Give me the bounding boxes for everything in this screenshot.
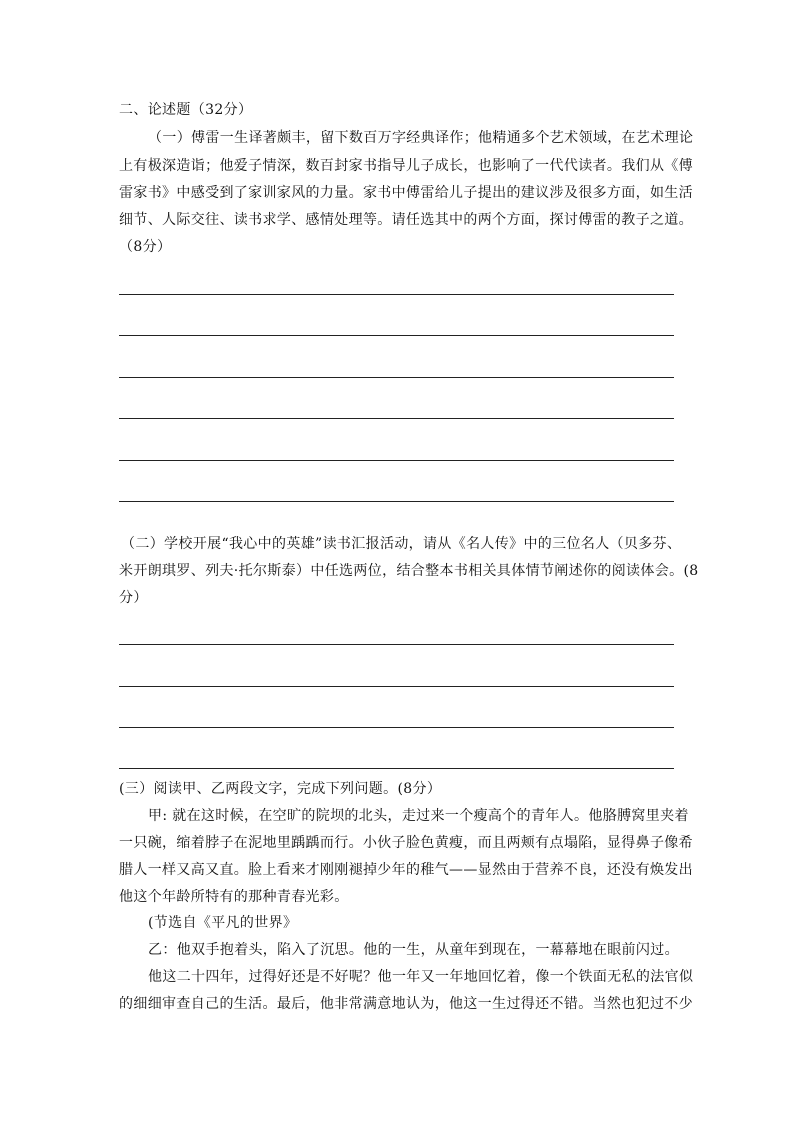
q2-line-1: （二）学校开展“我心中的英雄”读书汇报活动，请从《名人传》中的三位名人（贝多芬、 — [121, 536, 682, 552]
q2-line-2: 米开朗琪罗、列夫·托尔斯泰）中任选两位，结合整本书相关具体情节阐述你的阅读体会。(8 — [119, 563, 699, 579]
q1-line-5: （8分） — [119, 239, 172, 255]
q3-line-7: 乙：他双手抱着头，陷入了沉思。他的一生，从童年到现在，一幕幕地在眼前闪过。 — [148, 942, 679, 958]
q1-answer-line-5[interactable] — [119, 460, 674, 461]
q1-answer-line-1[interactable] — [119, 294, 674, 295]
q1-line-3: 雷家书》中感受到了家训家风的力量。家书中傅雷给儿子提出的建议涉及很多方面，如生活 — [119, 185, 693, 201]
q3-line-1: (三）阅读甲、乙两段文字，完成下列问题。(8分） — [119, 781, 442, 797]
q1-answer-line-3[interactable] — [119, 377, 674, 378]
q3-line-3: 一只碗，缩着脖子在泥地里踽踽而行。小伙子脸色黄瘦，而且两颊有点塌陷，显得鼻子像希 — [119, 835, 693, 851]
q3-line-4: 腊人一样又高又直。脸上看来才刚刚褪掉少年的稚气——显然由于营养不良，还没有焕发出 — [119, 862, 693, 878]
section-heading: 二、论述题（32分） — [119, 102, 253, 118]
q1-answer-line-2[interactable] — [119, 335, 674, 336]
q1-line-2: 上有极深造诣；他爱子情深，数百封家书指导儿子成长，也影响了一代代读者。我们从《傅 — [119, 158, 693, 174]
q3-line-5: 他这个年龄所特有的那种青春光彩。 — [119, 889, 349, 905]
q2-line-3: 分） — [119, 590, 148, 606]
q3-line-8: 他这二十四年，过得好还是不好呢？他一年又一年地回忆着，像一个铁面无私的法官似 — [148, 969, 694, 985]
q3-line-2: 甲: 就在这时候，在空旷的院坝的北头，走过来一个瘦高个的青年人。他胳膊窝里夹着 — [148, 808, 689, 824]
q1-line-1: （一）傅雷一生译著颇丰，留下数百万字经典译作；他精通多个艺术领域，在艺术理论 — [148, 130, 694, 146]
q1-answer-line-6[interactable] — [119, 501, 674, 502]
q1-line-4: 细节、人际交往、读书求学、感情处理等。请任选其中的两个方面，探讨傅雷的教子之道。 — [119, 212, 693, 228]
q2-answer-line-4[interactable] — [119, 768, 674, 769]
q1-answer-line-4[interactable] — [119, 418, 674, 419]
q2-answer-line-2[interactable] — [119, 686, 674, 687]
q3-line-9: 的细细审查自己的生活。最后，他非常满意地认为，他这一生过得还不错。当然也犯过不少 — [119, 996, 693, 1012]
q2-answer-line-3[interactable] — [119, 727, 674, 728]
q3-line-6: (节选自《平凡的世界》 — [148, 915, 298, 931]
q2-answer-line-1[interactable] — [119, 644, 674, 645]
